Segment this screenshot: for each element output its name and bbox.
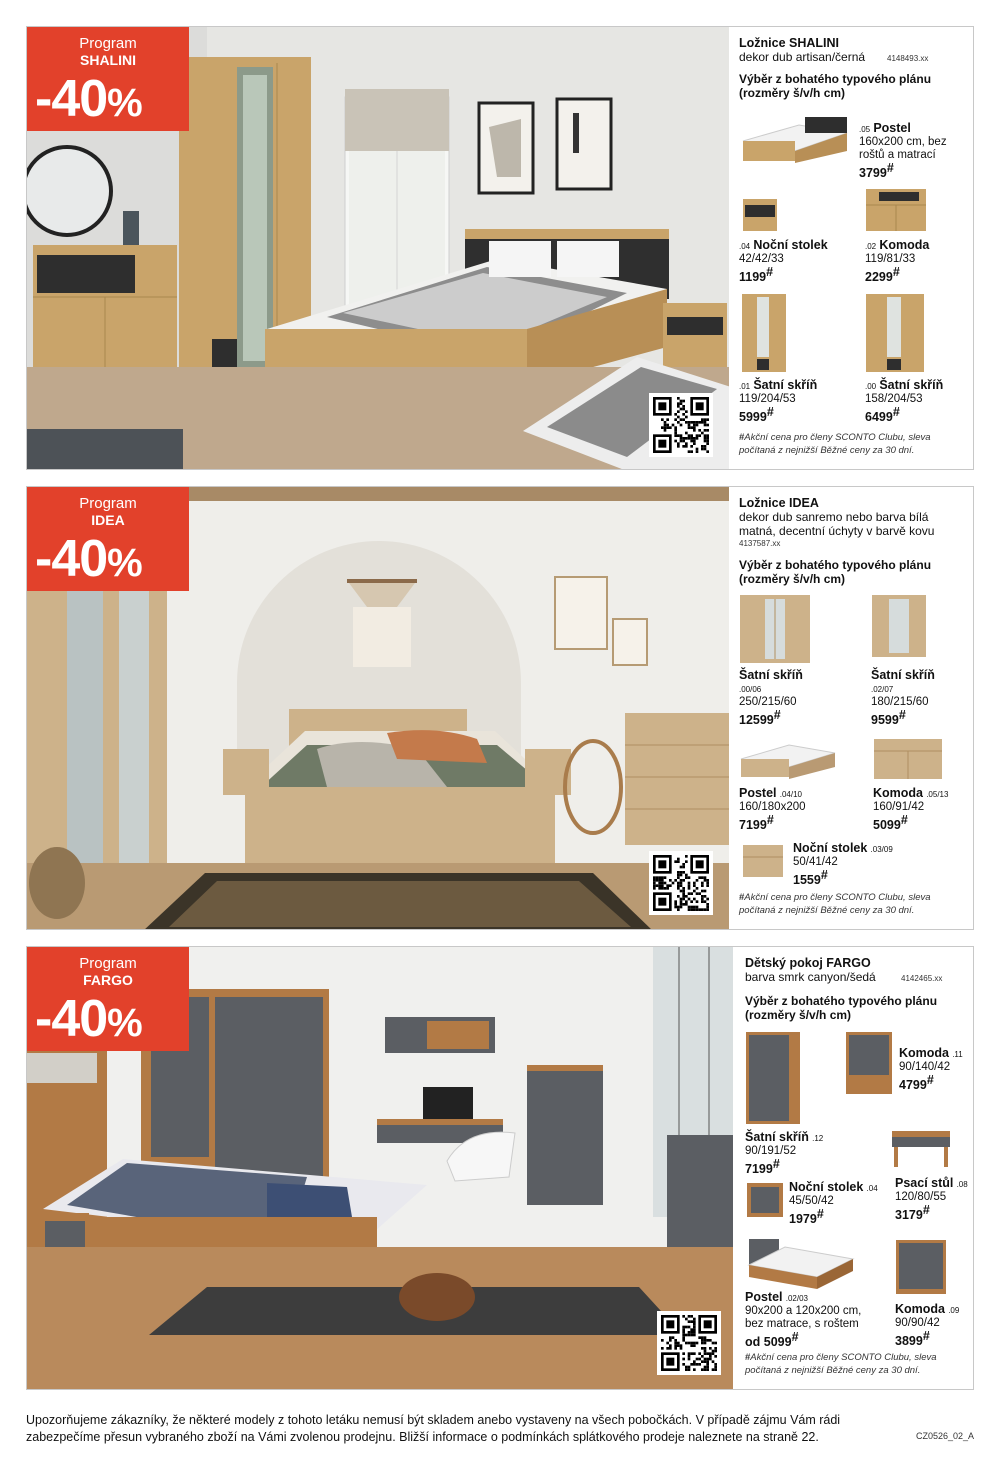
product-dims: 250/215/60: [739, 696, 797, 708]
qr-code-graphic: [653, 855, 709, 911]
product-dresser-tall: [899, 1047, 963, 1093]
product-code: .01: [739, 382, 751, 391]
plan-subheading: (rozměry š/v/h cm): [739, 572, 846, 586]
note-line-2: počítaná z nejnižší Běžné ceny za 30 dní.: [745, 1365, 921, 1376]
product-price: 3799: [859, 165, 887, 180]
qr-code-icon[interactable]: [657, 1311, 721, 1375]
page-code: CZ0526_02_A: [915, 1431, 974, 1441]
product-dims: 160x200 cm, bez: [859, 136, 947, 148]
product-name: Noční stolek: [789, 1180, 864, 1194]
product-price: 6499: [865, 409, 893, 424]
price-mark: #: [886, 161, 894, 175]
note-mark: #: [739, 892, 745, 903]
product-price: 1559: [793, 872, 821, 887]
plan-heading: Výběr z bohatého typového plánu: [745, 994, 938, 1008]
fargo-info-panel: [733, 947, 973, 1389]
product-code: .11: [952, 1050, 963, 1059]
badge-program-label: Program: [79, 35, 137, 52]
product-dims: 50/41/42: [793, 856, 838, 868]
product-wardrobe: [745, 1131, 823, 1177]
product-nightstand: [789, 1181, 878, 1227]
badge-program-label: Program: [79, 955, 137, 972]
badge-discount-value: -40: [35, 70, 108, 128]
disclaimer-line-2: zabezpečíme přesun vybraného zboží na Vámi zvolenou prodejnu. Bližší informace o podmínkách splátkového prodeje naleznete na straně 22.: [26, 1430, 819, 1444]
product-wardrobe-small-image: [871, 593, 927, 659]
product-nightstand: [739, 239, 828, 285]
price-mark: #: [892, 265, 900, 279]
badge-program-label: Program: [79, 495, 137, 512]
product-price: 3179: [895, 1207, 923, 1222]
plan-heading: Výběr z bohatého typového plánu: [739, 558, 932, 572]
product-dresser-image: [865, 187, 927, 233]
badge-discount: [35, 990, 142, 1049]
product-code: .09: [948, 1306, 960, 1315]
price-mark: #: [766, 265, 774, 279]
price-mark: #: [816, 1207, 824, 1221]
product-name: Noční stolek: [753, 238, 828, 252]
collection-finish-2: matná, decentní úchyty v barvě kovu: [739, 524, 935, 538]
product-wardrobe-image: [741, 293, 787, 373]
product-dresser: [873, 787, 948, 833]
product-code: .08: [956, 1180, 968, 1189]
product-price: 3899: [895, 1333, 923, 1348]
collection-code: 4137587.xx: [739, 539, 781, 548]
product-name: Psací stůl: [895, 1176, 954, 1190]
product-dims: 90/191/52: [745, 1145, 797, 1157]
product-price: 12599: [739, 712, 774, 727]
note-mark: #: [745, 1352, 751, 1363]
product-name: Komoda: [895, 1302, 945, 1316]
product-dims: 120/80/55: [895, 1191, 947, 1203]
product-name: Komoda: [873, 786, 923, 800]
badge-discount: [35, 530, 142, 589]
product-price: 5999: [739, 409, 767, 424]
product-wardrobe: [739, 669, 803, 728]
badge-program-name: IDEA: [91, 512, 125, 528]
product-dims: 180/215/60: [871, 696, 929, 708]
section-idea: [26, 486, 974, 930]
availability-disclaimer: [26, 1412, 886, 1446]
note-line-2: počítaná z nejnižší Běžné ceny za 30 dní.: [739, 905, 915, 916]
price-mark: #: [791, 1330, 799, 1344]
product-wardrobe-large: [865, 379, 943, 425]
product-bed: [745, 1291, 861, 1350]
price-mark: #: [900, 813, 908, 827]
club-price-note: [739, 431, 931, 457]
product-desk-image: [891, 1127, 951, 1169]
product-code: .02/07: [871, 685, 894, 694]
club-price-note: [739, 891, 931, 917]
badge-program-name: FARGO: [83, 972, 133, 988]
product-dims: 160/180x200: [739, 801, 806, 813]
price-mark: #: [922, 1329, 930, 1343]
product-dims: 45/50/42: [789, 1195, 834, 1207]
product-code: .03/09: [870, 845, 893, 854]
product-price: od 5099: [745, 1334, 792, 1349]
product-price: 9599: [871, 712, 899, 727]
product-name: Postel: [745, 1290, 783, 1304]
price-mark: #: [772, 1157, 780, 1171]
price-mark: #: [766, 405, 774, 419]
note-line-1: Akční cena pro členy SCONTO Clubu, sleva: [744, 892, 931, 903]
collection-code: 4142465.xx: [901, 974, 943, 983]
product-wardrobe-large-image: [865, 293, 925, 373]
product-dims: 90/90/42: [895, 1317, 940, 1329]
product-code: .04/10: [779, 790, 802, 799]
product-price: 2299: [865, 269, 893, 284]
discount-badge: [27, 947, 189, 1051]
idea-info-panel: [729, 487, 973, 929]
collection-title: Ložnice IDEA: [739, 496, 819, 510]
badge-discount-value: -40: [35, 530, 108, 588]
product-price: 4799: [899, 1077, 927, 1092]
qr-code-icon[interactable]: [649, 851, 713, 915]
product-price: 7199: [745, 1161, 773, 1176]
product-dresser-image: [895, 1239, 947, 1295]
product-code: .00: [865, 382, 877, 391]
product-code: .05: [859, 125, 871, 134]
plan-heading: Výběr z bohatého typového plánu: [739, 72, 932, 86]
product-name: Postel: [739, 786, 777, 800]
product-dims: 90x200 a 120x200 cm,: [745, 1305, 862, 1317]
product-dims: 119/204/53: [739, 393, 796, 405]
badge-percent-sign: %: [107, 1001, 142, 1045]
product-name: Šatní skříň: [739, 668, 803, 682]
disclaimer-line-1: Upozorňujeme zákazníky, že některé modely z tohoto letáku nemusí být skladem anebo vystaveny na všech pobočkách. V případě zájmu Vám rádi: [26, 1413, 841, 1427]
price-mark: #: [922, 1203, 930, 1217]
product-name: Šatní skříň: [879, 378, 944, 392]
price-mark: #: [892, 405, 900, 419]
product-bed-image: [745, 1235, 857, 1291]
product-code: .05/13: [926, 790, 949, 799]
product-nightstand-image: [741, 197, 779, 233]
product-dims: 158/204/53: [865, 393, 923, 405]
product-dresser-tall-image: [845, 1031, 893, 1095]
shalini-info-panel: [729, 27, 973, 469]
product-code: .12: [812, 1134, 824, 1143]
product-bed-image: [739, 111, 851, 167]
product-dresser-image: [873, 737, 943, 781]
note-mark: #: [739, 432, 745, 443]
product-code: .04: [739, 242, 751, 251]
product-name: Postel: [873, 121, 911, 135]
price-mark: #: [898, 708, 906, 722]
product-nightstand-image: [745, 1181, 785, 1219]
product-code: .04: [866, 1184, 878, 1193]
product-wardrobe-image: [739, 593, 811, 665]
section-fargo: [26, 946, 974, 1390]
collection-title: Dětský pokoj FARGO: [745, 956, 871, 970]
collection-finish: dekor dub sanremo nebo barva bílá: [739, 510, 929, 524]
qr-code-graphic: [661, 1315, 717, 1371]
product-name: Šatní skříň: [871, 668, 935, 682]
product-dresser: [865, 239, 929, 285]
badge-discount-value: -40: [35, 990, 108, 1048]
collection-code: 4148493.xx: [887, 54, 929, 63]
product-wardrobe-small: [871, 669, 935, 728]
product-dims: 42/42/33: [739, 253, 784, 265]
product-code: .00/06: [739, 685, 762, 694]
note-line-1: Akční cena pro členy SCONTO Clubu, sleva: [750, 1352, 937, 1363]
product-price: 5099: [873, 817, 901, 832]
product-dims: 119/81/33: [865, 253, 916, 265]
plan-subheading: (rozměry š/v/h cm): [745, 1008, 852, 1022]
product-name: Šatní skříň: [753, 378, 818, 392]
badge-percent-sign: %: [107, 81, 142, 125]
note-line-1: Akční cena pro členy SCONTO Clubu, sleva: [744, 432, 931, 443]
product-wardrobe: [739, 379, 817, 425]
price-mark: #: [820, 868, 828, 882]
product-wardrobe-image: [745, 1031, 801, 1125]
club-price-note: [745, 1351, 937, 1377]
product-dresser: [895, 1303, 959, 1349]
collection-title: Ložnice SHALINI: [739, 36, 840, 50]
product-bed: [739, 787, 806, 833]
product-nightstand: [793, 842, 893, 888]
product-bed: [859, 122, 947, 181]
price-mark: #: [926, 1073, 934, 1087]
collection-finish: dekor dub artisan/černá: [739, 50, 866, 64]
product-name: Komoda: [879, 238, 930, 252]
product-desk: [895, 1177, 968, 1223]
product-dims: 160/91/42: [873, 801, 925, 813]
badge-percent-sign: %: [107, 541, 142, 585]
product-dims-2: roštů a matrací: [859, 149, 936, 161]
price-mark: #: [766, 813, 774, 827]
product-dims-2: bez matrace, s roštem: [745, 1318, 859, 1330]
product-price: 7199: [739, 817, 767, 832]
collection-finish: barva smrk canyon/šedá: [745, 970, 876, 984]
product-nightstand-image: [741, 843, 785, 879]
product-name: Komoda: [899, 1046, 949, 1060]
price-mark: #: [773, 708, 781, 722]
product-code: .02: [865, 242, 877, 251]
product-code: .02/03: [785, 1294, 808, 1303]
note-line-2: počítaná z nejnižší Běžné ceny za 30 dní.: [739, 445, 915, 456]
section-shalini: [26, 26, 974, 470]
badge-program-name: SHALINI: [80, 52, 136, 68]
product-bed-image: [739, 733, 837, 781]
product-price: 1199: [739, 269, 767, 284]
badge-discount: [35, 70, 142, 129]
qr-code-icon[interactable]: [649, 393, 713, 457]
product-name: Šatní skříň: [745, 1130, 809, 1144]
product-price: 1979: [789, 1211, 817, 1226]
qr-code-graphic: [653, 397, 709, 453]
product-dims: 90/140/42: [899, 1061, 951, 1073]
plan-subheading: (rozměry š/v/h cm): [739, 86, 846, 100]
discount-badge: [27, 27, 189, 131]
product-name: Noční stolek: [793, 841, 868, 855]
discount-badge: [27, 487, 189, 591]
